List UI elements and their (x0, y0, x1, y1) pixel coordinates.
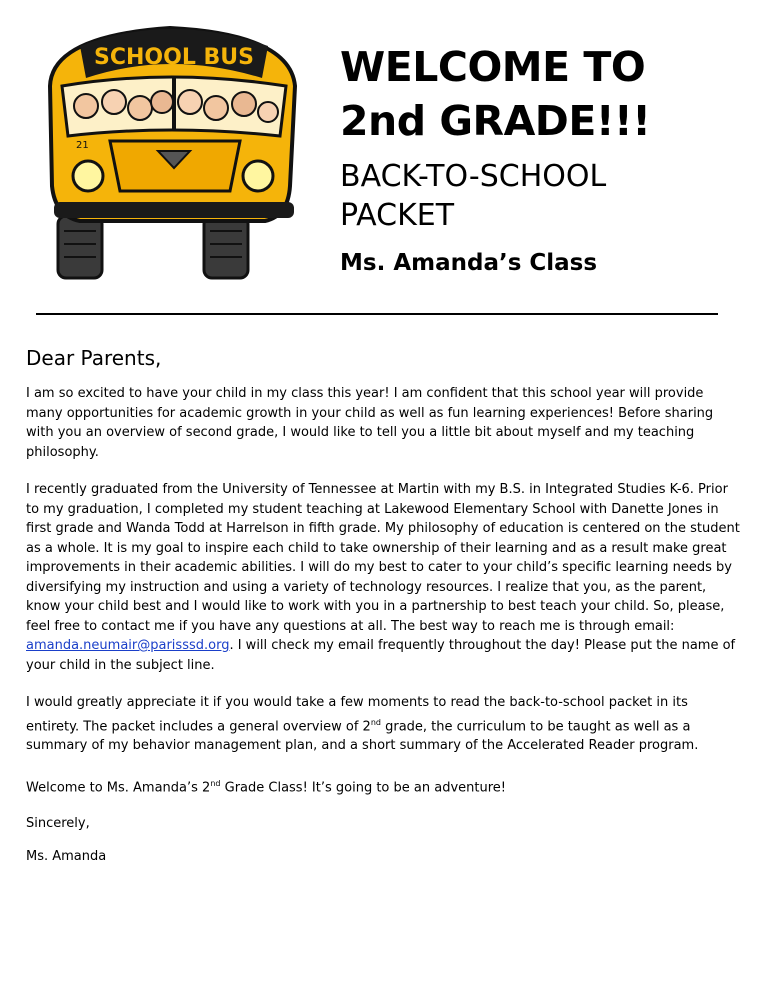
ordinal-suffix: nd (370, 717, 381, 727)
paragraph-4-text: Welcome to Ms. Amanda’s 2 (26, 780, 211, 796)
letter-paragraph-4 (26, 774, 744, 798)
email-link[interactable]: amanda.neumair@parisssd.org (26, 638, 230, 653)
left-headlight (73, 161, 103, 191)
letter-paragraph-1: I am so excited to have your child in my class this year! I am confident that this school year will provide many opportunities for academic growth in your child as well as fun learning experiences! Before sharing with you an overview of second grade, I would like to tell you a little bit about myself and my teaching philosophy. (26, 386, 714, 460)
welcome-title-line2: 2nd GRADE!!! (340, 97, 651, 145)
left-tire (58, 216, 102, 278)
header-divider (36, 313, 718, 315)
bus-number: 21 (76, 140, 89, 151)
right-tire (204, 216, 248, 278)
header-title-block (340, 40, 750, 276)
letter-closing: Sincerely, (26, 815, 90, 831)
letter-paragraph-3 (26, 693, 744, 756)
paragraph-2-text: I recently graduated from the University of Tennessee at Martin with my B.S. in Integrated Studies K-6. Prior to my graduation, I completed my student teaching at Lakewood Elementary School with Danette Jones in first grade and Wanda Todd at Harrelson in fifth grade. My philosophy of education is centered on the student as a whole. It is my goal to inspire each child to take ownership of their learning and as a result make great improvements in their academic abilities. I will do my best to cater to your child’s specific learning needs by diversifying my instruction and using a variety of technology resources. I realize that you, as the parent, know your child best and I would like to work with you in a partnership to best teach your child. So, please, feel free to contact me if you have any questions at all. The best way to reach me is through email: (26, 482, 740, 634)
paragraph-3-text: I would greatly appreciate it if you would take a few moments to read the back-to-school packet in its entirety. The packet includes a general overview of 2 (26, 695, 688, 734)
letter-signature: Ms. Amanda (26, 848, 107, 864)
school-bus-illustration (40, 16, 308, 284)
parent-letter (26, 346, 744, 882)
letter-greeting: Dear Parents, (26, 346, 162, 370)
welcome-title-line1: WELCOME TO (340, 43, 646, 91)
bus-bumper (54, 202, 294, 218)
packet-subtitle-line1: BACK-TO-SCHOOL (340, 159, 607, 194)
paragraph-3-text-end: grade, the curriculum to be taught as well as a summary of my behavior management plan, and a short summary of the Accelerated Reader program. (26, 718, 699, 754)
ordinal-suffix: nd (210, 778, 221, 788)
paragraph-2-text-end: . I will check my email frequently throughout the day! Please put the name of your child in the subject line. (26, 638, 736, 673)
paragraph-4-text-end: Grade Class! It’s going to be an adventure! (220, 780, 506, 796)
right-headlight (243, 161, 273, 191)
letter-paragraph-2 (26, 480, 744, 675)
packet-subtitle-line2: PACKET (340, 198, 455, 233)
bus-sign-text: SCHOOL BUS (94, 45, 254, 70)
class-name: Ms. Amanda’s Class (340, 250, 598, 276)
